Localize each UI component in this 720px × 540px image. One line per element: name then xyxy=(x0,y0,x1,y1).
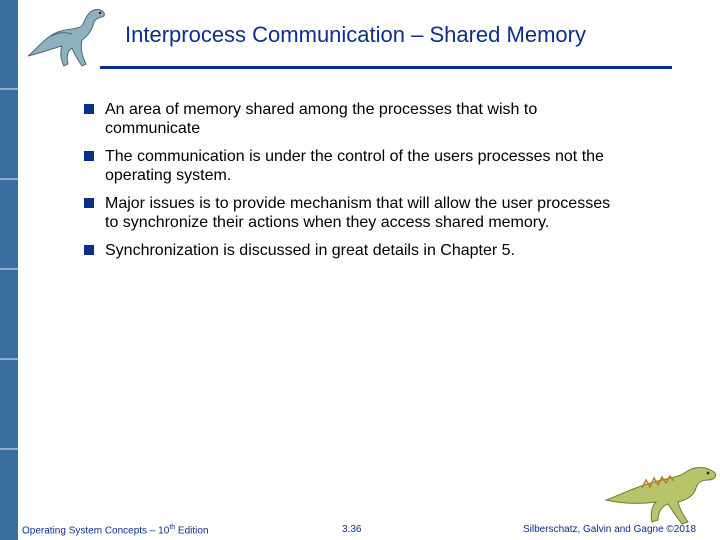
bullet-text: Synchronization is discussed in great details in Chapter 5. xyxy=(105,242,515,259)
dinosaur-icon xyxy=(602,460,720,526)
left-sidebar-bar xyxy=(0,0,18,540)
sidebar-divider xyxy=(0,358,18,360)
footer-authors: Silberschatz, Galvin and Gagne ©2018 xyxy=(523,524,697,535)
bullet-list xyxy=(84,100,614,269)
square-bullet-icon xyxy=(84,245,94,255)
title-underline xyxy=(100,66,672,69)
bullet-text: An area of memory shared among the processes that wish to communicate xyxy=(105,101,538,137)
bullet-item xyxy=(84,241,614,260)
bullet-text: The communication is under the control of the users processes not the operating system. xyxy=(105,148,604,184)
sidebar-divider xyxy=(0,178,18,180)
sidebar-divider xyxy=(0,88,18,90)
bullet-item xyxy=(84,147,614,185)
sidebar-divider xyxy=(0,448,18,450)
square-bullet-icon xyxy=(84,104,94,114)
slide-title: Interprocess Communication – Shared Memory xyxy=(125,22,586,47)
square-bullet-icon xyxy=(84,198,94,208)
footer-page-number: 3.36 xyxy=(342,524,362,535)
square-bullet-icon xyxy=(84,151,94,161)
bullet-text: Major issues is to provide mechanism that will allow the user processes to synchronize their actions when they access shared memory. xyxy=(105,195,611,231)
bullet-item xyxy=(84,100,614,138)
sidebar-divider xyxy=(0,268,18,270)
dinosaur-icon xyxy=(22,4,112,70)
bullet-item xyxy=(84,194,614,232)
footer-book-title: Operating System Concepts – 10th Edition xyxy=(22,524,209,537)
